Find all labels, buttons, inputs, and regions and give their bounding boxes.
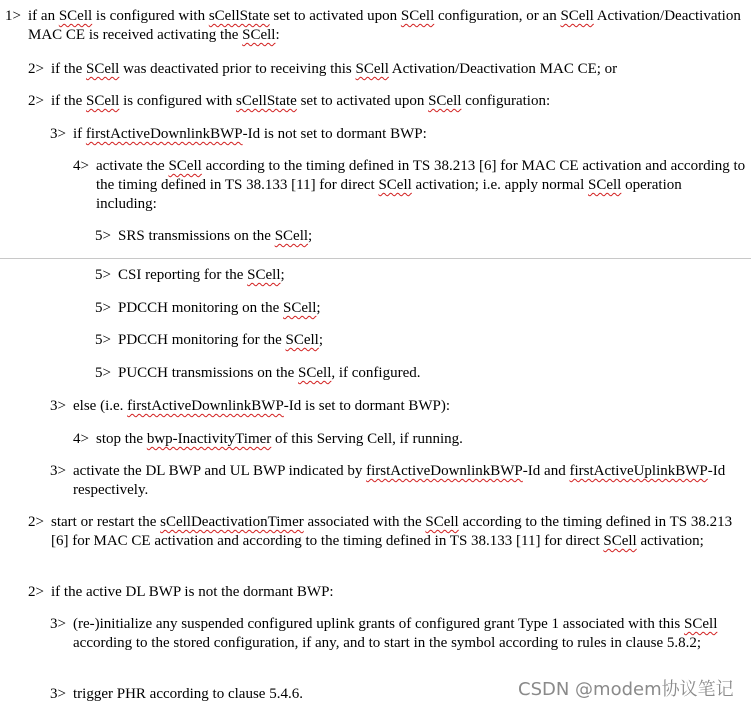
list-level-marker: 1>	[5, 8, 21, 24]
list-item-text: if the SCell is configured with sCellState set to activated upon SCell configuration:	[51, 93, 551, 109]
list-level-marker: 5>	[95, 267, 111, 283]
list-item	[95, 299, 746, 318]
list-item-text: CSI reporting for the SCell;	[118, 267, 285, 283]
list-item	[28, 92, 746, 111]
list-item-text: activate the DL BWP and UL BWP indicated by firstActiveDownlinkBWP-Id and firstActiveUplinkBWP-Id respectively.	[73, 463, 726, 498]
list-item-text: PDCCH monitoring on the SCell;	[118, 300, 321, 316]
list-item	[95, 364, 746, 383]
list-item	[50, 125, 746, 144]
list-level-marker: 2>	[28, 93, 44, 109]
list-item	[28, 583, 746, 602]
list-level-marker: 5>	[95, 332, 111, 348]
list-level-marker: 4>	[73, 431, 89, 447]
list-item	[95, 266, 746, 285]
list-level-marker: 5>	[95, 365, 111, 381]
list-level-marker: 3>	[50, 463, 66, 479]
list-level-marker: 3>	[50, 616, 66, 632]
list-item-text: PUCCH transmissions on the SCell, if configured.	[118, 365, 421, 381]
list-item-text: trigger PHR according to clause 5.4.6.	[73, 686, 303, 702]
list-item-text: (re-)initialize any suspended configured uplink grants of configured grant Type 1 associated with this SCell according to the stored configuration, if any, and to start in the symbol according to rules in clause 5.8.2;	[73, 616, 718, 651]
list-level-marker: 4>	[73, 158, 89, 174]
list-item	[73, 157, 746, 214]
list-level-marker: 2>	[28, 61, 44, 77]
list-item	[95, 331, 746, 350]
list-item	[28, 513, 746, 551]
page-break-divider	[0, 258, 751, 259]
list-item	[95, 227, 746, 246]
list-item-text: if an SCell is configured with sCellState set to activated upon SCell configuration, or an SCell Activation/Deactivation MAC CE is received activating the SCell:	[28, 8, 741, 43]
list-item-text: PDCCH monitoring for the SCell;	[118, 332, 324, 348]
list-item	[28, 60, 746, 79]
list-level-marker: 3>	[50, 398, 66, 414]
list-level-marker: 2>	[28, 514, 44, 530]
list-item-text: stop the bwp-InactivityTimer of this Serving Cell, if running.	[96, 431, 463, 447]
list-item	[73, 430, 746, 449]
list-level-marker: 2>	[28, 584, 44, 600]
list-item	[50, 462, 746, 500]
list-item-text: start or restart the sCellDeactivationTimer associated with the SCell according to the timing defined in TS 38.213 [6] for MAC CE activation and according to the timing defined in TS 38.133 [11] for direct SCell activation;	[51, 514, 733, 549]
list-level-marker: 3>	[50, 686, 66, 702]
list-level-marker: 3>	[50, 126, 66, 142]
list-item-text: if the SCell was deactivated prior to receiving this SCell Activation/Deactivation MAC CE; or	[51, 61, 618, 77]
list-item-text: else (i.e. firstActiveDownlinkBWP-Id is set to dormant BWP):	[73, 398, 451, 414]
list-item-text: SRS transmissions on the SCell;	[118, 228, 313, 244]
watermark: CSDN @modem协议笔记	[518, 679, 734, 700]
list-item-text: if the active DL BWP is not the dormant BWP:	[51, 584, 334, 600]
list-item-text: activate the SCell according to the timing defined in TS 38.213 [6] for MAC CE activation and according to the timing defined in TS 38.133 [11] for direct SCell activation; i.e. apply normal SCell operation including:	[96, 158, 746, 212]
list-item	[50, 397, 746, 416]
list-item	[5, 7, 746, 45]
list-item	[50, 615, 746, 653]
list-level-marker: 5>	[95, 228, 111, 244]
list-level-marker: 5>	[95, 300, 111, 316]
list-item-text: if firstActiveDownlinkBWP-Id is not set to dormant BWP:	[73, 126, 427, 142]
